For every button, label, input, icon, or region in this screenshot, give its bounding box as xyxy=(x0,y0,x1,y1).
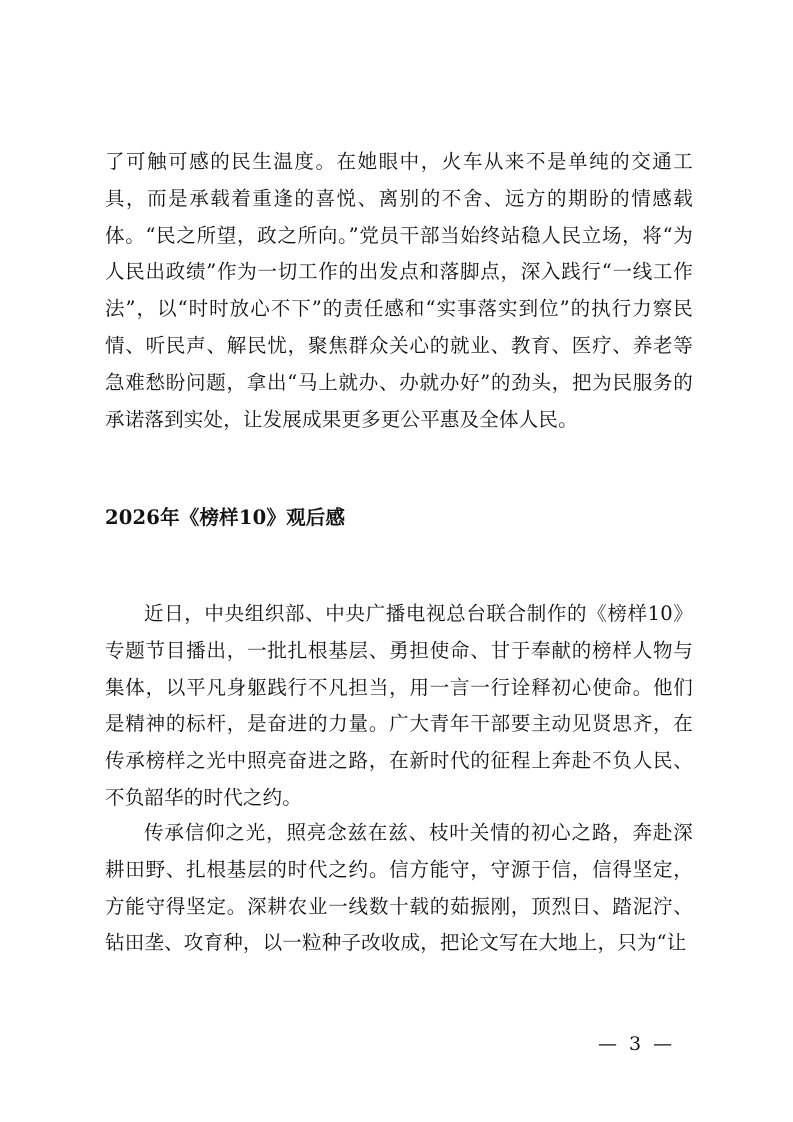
body-paragraph-faith: 传承信仰之光，照亮念兹在兹、枝叶关情的初心之路，奔赴深耕田野、扎根基层的时代之约。信方能守，守源于信，信得坚定，方能守得坚定。深耕农业一线数十载的茹振刚，顶烈日、踏泥泞、钻田垄、攻育种，以一粒种子改收成，把论文写在大地上，只为“让 xyxy=(105,821,693,955)
section-title: 2026年《榜样10》观后感 xyxy=(105,506,346,529)
body-paragraph-continued: 了可触可感的民生温度。在她眼中，火车从来不是单纯的交通工具，而是承载着重逢的喜悦、离别的不舍、远方的期盼的情感载体。“民之所望，政之所向。”党员干部当始终站稳人民立场，将“为人民出政绩”作为一切工作的出发点和落脚点，深入践行“一线工作法”，以“时时放心不下”的责任感和“实事落实到位”的执行力察民情、听民声、解民忧，聚焦群众关心的就业、教育、医疗、养老等急难愁盼问题，拿出“马上就办、办就办好”的劲头，把为民服务的承诺落到实处，让发展成果更多更公平惠及全体人民。 xyxy=(105,150,693,431)
body-paragraph-intro: 近日，中央组织部、中央广播电视总台联合制作的《榜样10》专题节目播出，一批扎根基层、勇担使命、甘于奉献的榜样人物与集体，以平凡身躯践行不凡担当，用一言一行诠释初心使命。他们是精神的标杆，是奋进的力量。广大青年干部要主动见贤思齐，在传承榜样之光中照亮奋进之路，在新时代的征程上奔赴不负人民、不负韶华的时代之约。 xyxy=(105,602,693,809)
page-number: — 3 — xyxy=(598,1033,676,1055)
